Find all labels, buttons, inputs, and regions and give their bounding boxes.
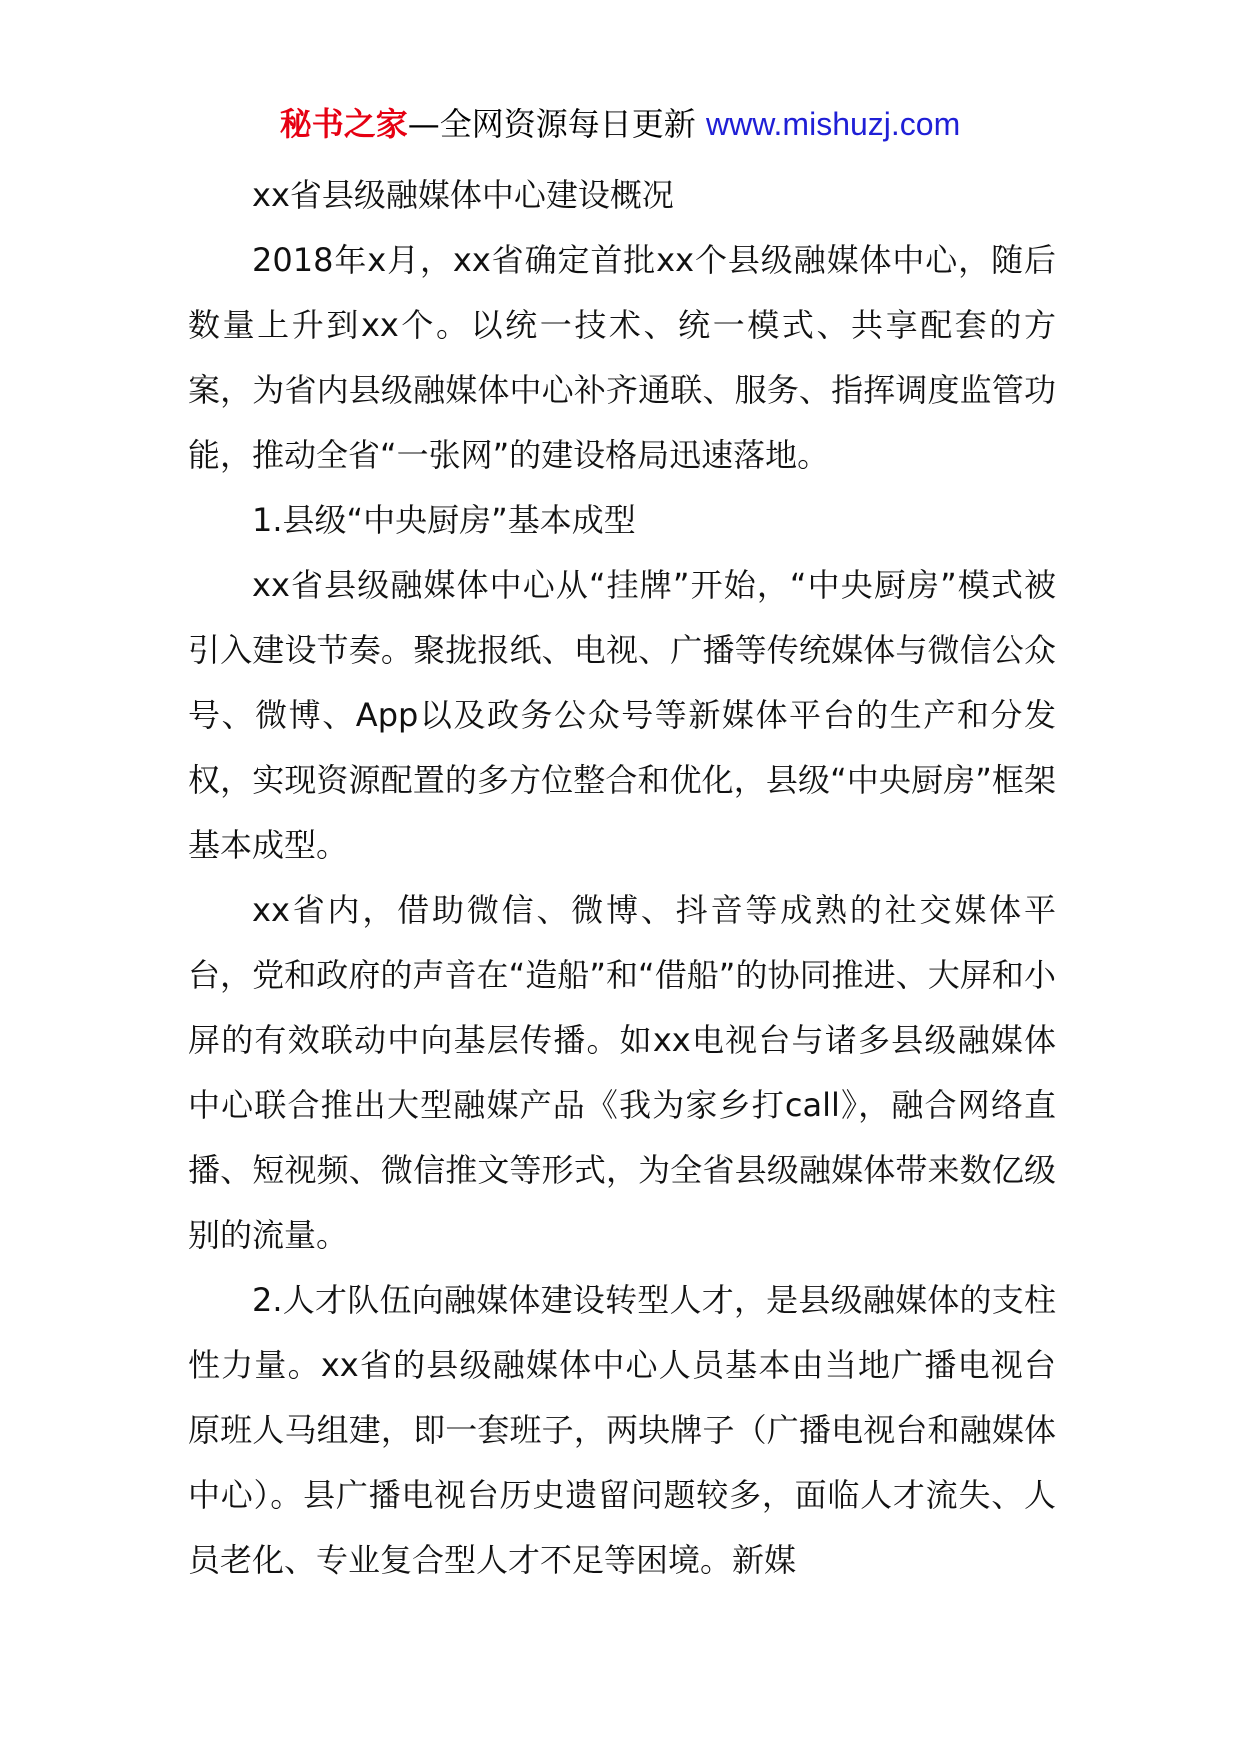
paragraph: 2.人才队伍向融媒体建设转型人才，是县级融媒体的支柱性力量。xx省的县级融媒体中心人员基本由当地广播电视台原班人马组建，即一套班子，两块牌子（广播电视台和融媒体中心）。县广播电视台历史遗留问题较多，面临人才流失、人员老化、专业复合型人才不足等困境。新媒 [188, 1281, 1056, 1579]
document-title: xx省县级融媒体中心建设概况 [252, 176, 674, 214]
site-brand: 秘书之家 [279, 105, 408, 143]
section-heading: 1.县级“中央厨房”基本成型 [252, 501, 636, 539]
paragraph: xx省县级融媒体中心从“挂牌”开始，“中央厨房”模式被引入建设节奏。聚拢报纸、电视、广播等传统媒体与微信公众号、微博、App以及政务公众号等新媒体平台的生产和分发权，实现资源配置的多方位整合和优化，县级“中央厨房”框架基本成型。 [188, 566, 1056, 864]
site-tagline: —全网资源每日更新 [407, 105, 706, 143]
document-body [188, 163, 1056, 1593]
paragraph: 2018年x月，xx省确定首批xx个县级融媒体中心，随后数量上升到xx个。以统一技术、统一模式、共享配套的方案，为省内县级融媒体中心补齐通联、服务、指挥调度监管功能，推动全省“一张网”的建设格局迅速落地。 [188, 241, 1056, 474]
paragraph: xx省内，借助微信、微博、抖音等成熟的社交媒体平台，党和政府的声音在“造船”和“借船”的协同推进、大屏和小屏的有效联动中向基层传播。如xx电视台与诸多县级融媒体中心联合推出大型融媒产品《我为家乡打call》，融合网络直播、短视频、微信推文等形式，为全省县级融媒体带来数亿级别的流量。 [188, 891, 1056, 1254]
site-url-link[interactable]: www.mishuzj.com [705, 106, 961, 142]
site-header [0, 102, 1240, 146]
